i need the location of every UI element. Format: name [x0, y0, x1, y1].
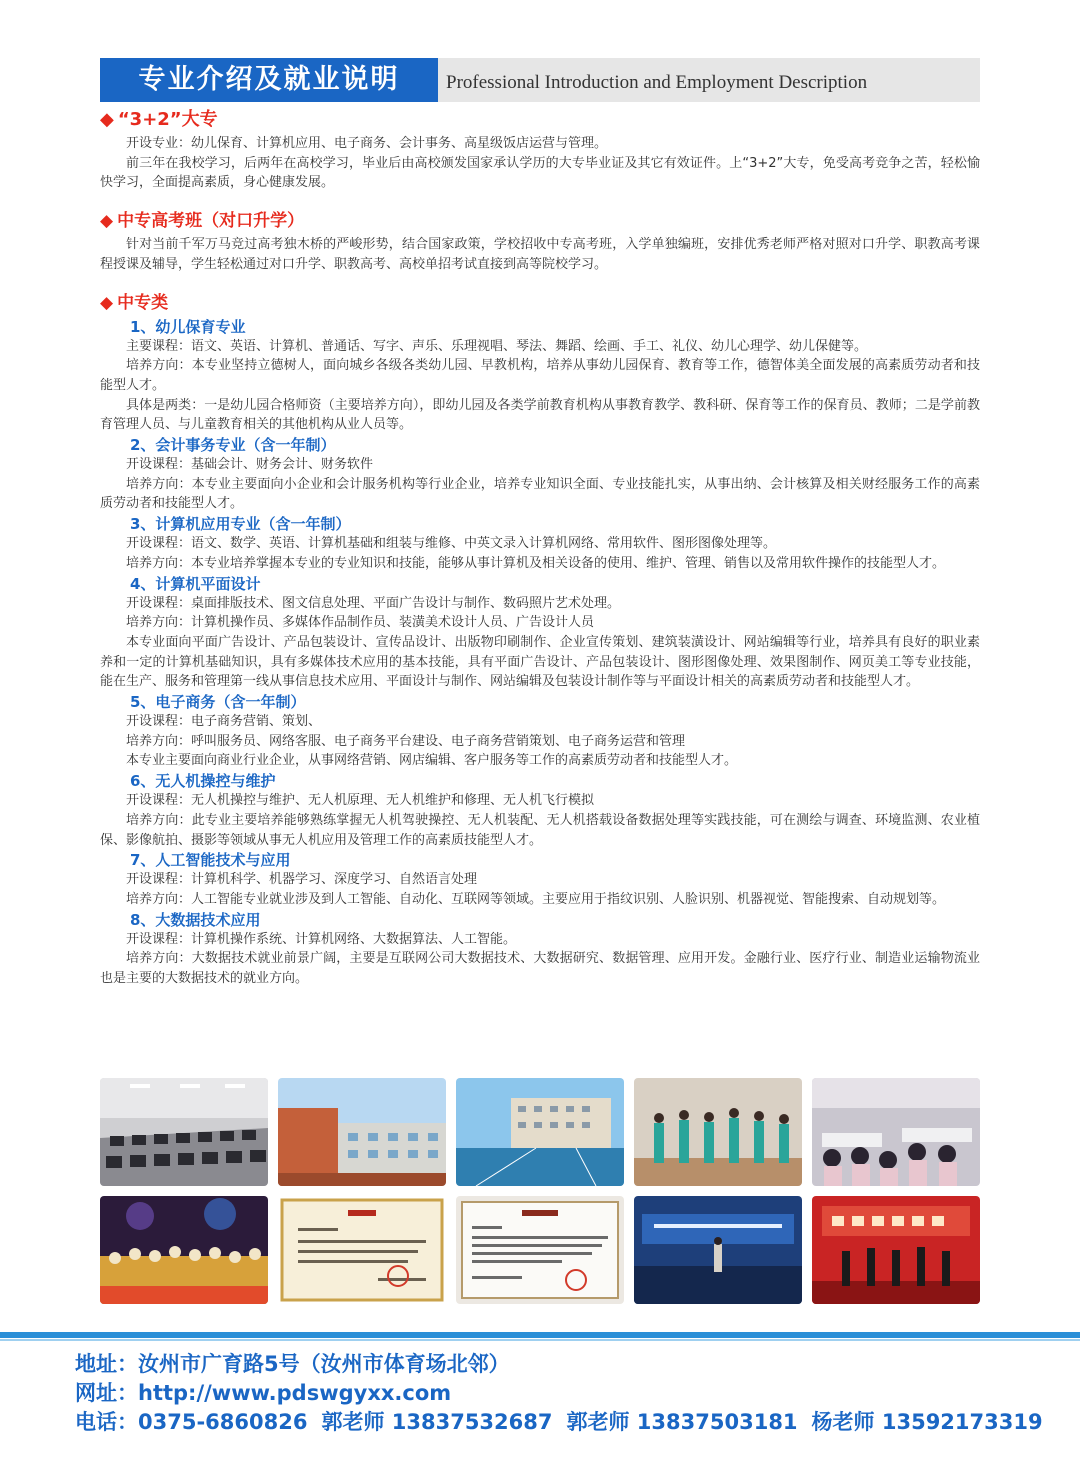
- contact-yang[interactable]: 杨老师 13592173319: [811, 1410, 1043, 1434]
- address-line: 地址：汝州市广育路5号（汝州市体育场北邻）: [75, 1352, 510, 1376]
- photo-honor-certificate: [278, 1196, 446, 1304]
- phone-main[interactable]: 电话：0375-6860826: [75, 1410, 308, 1434]
- photo-school-building-red: [278, 1078, 446, 1186]
- section-title-secondary: ◆ 中专类: [100, 292, 169, 313]
- major-paragraph: 培养方向：此专业主要培养能够熟练掌握无人机驾驶操控、无人机装配、无人机搭载设备数据处理等实践技能，可在测绘与调查、环境监测、农业植保、影像航拍、摄影等领域从事无人机应用及管理工作的高素质技能型人才。: [100, 812, 980, 848]
- section-paragraph: 前三年在我校学习，后两年在高校学习，毕业后由高校颁发国家承认学历的大专毕业证及其它有效证件。上“3+2”大专，免受高考竞争之苦，轻松愉快学习，全面提高素质，身心健康发展。: [100, 155, 980, 191]
- page-header: [100, 58, 980, 102]
- photo-dance-class: [634, 1078, 802, 1186]
- major-paragraph: 本专业主要面向商业行业企业，从事网络营销、网店编辑、客户服务等工作的高素质劳动者和技能型人才。: [126, 753, 738, 769]
- major-paragraph: 开设课程：电子商务营销、策划、: [126, 714, 322, 730]
- diamond-icon: ◆: [100, 211, 114, 232]
- major-paragraph: 开设课程：无人机操控与维护、无人机原理、无人机维护和修理、无人机飞行模拟: [126, 793, 595, 809]
- contact-guo-2[interactable]: 郭老师 13837503181: [566, 1410, 798, 1434]
- photo-stage-performance: [100, 1196, 268, 1304]
- major-paragraph: 培养方向：计算机操作员、多媒体作品制作员、装潢美术设计人员、广告设计人员: [126, 615, 595, 631]
- section-paragraph: 针对当前千军万马竞过高考独木桥的严峻形势，结合国家政策，学校招收中专高考班，入学单独编班，安排优秀老师严格对照对口升学、职教高考课程授课及辅导，学生轻松通过对口升学、职教高考、高校单招考试直接到高等院校学习。: [100, 237, 980, 272]
- footer-divider-light: [0, 1339, 1080, 1341]
- photo-computer-lab: [100, 1078, 268, 1186]
- phone-line: [75, 1408, 1055, 1437]
- major-title-ecommerce: 5、电子商务（含一年制）: [130, 693, 306, 712]
- photo-campus-court: [456, 1078, 624, 1186]
- contact-guo-1[interactable]: 郭老师 13837532687: [321, 1410, 553, 1434]
- major-title-ai: 7、人工智能技术与应用: [130, 851, 291, 870]
- section-paragraph: 开设专业：幼儿保育、计算机应用、电子商务、会计事务、高星级饭店运营与管理。: [126, 136, 608, 151]
- major-title-big-data: 8、大数据技术应用: [130, 910, 261, 929]
- photo-classroom: [812, 1078, 980, 1186]
- page-title-english: Professional Introduction and Employment Description: [446, 72, 868, 93]
- website-line[interactable]: 网址：http://www.pdswgyxx.com: [75, 1381, 452, 1405]
- major-paragraph: 培养方向：本专业主要面向小企业和会计服务机构等行业企业，培养专业知识全面、专业技能扎实，从事出纳、会计核算及相关财经服务工作的高素质劳动者和技能型人才。: [100, 476, 980, 512]
- major-paragraph: 本专业面向平面广告设计、产品包装设计、宣传品设计、出版物印刷制作、企业宣传策划、建筑装潢设计、网站编辑等行业，培养具有良好的职业素养和一定的计算机基础知识，具有多媒体技术应用的基本技能，具有平面广告设计、产品包装设计、图形图像处理、效果图制作、网页美工等专业技能，能在生产、服务和管理第一线从事信息技术应用、平面设计与制作、网站编辑及包装设计制作等与平面设计相关的高素质劳动者和技能型人才。: [100, 634, 980, 690]
- major-paragraph: 主要课程：语文、英语、计算机、普通话、写字、声乐、乐理视唱、琴法、舞蹈、绘画、手工、礼仪、幼儿心理学、幼儿保健等。: [126, 338, 868, 354]
- page-title: 专业介绍及就业说明: [100, 58, 438, 102]
- major-paragraph: 培养方向：呼叫服务员、网络客服、电子商务平台建设、电子商务营销策划、电子商务运营和管理: [126, 733, 686, 749]
- major-paragraph: 开设课程：基础会计、财务会计、财务软件: [126, 457, 374, 473]
- major-paragraph: 培养方向：人工智能专业就业涉及到人工智能、自动化、互联网等领域。主要应用于指纹识别、人脸识别、机器视觉、智能搜索、自动规划等。: [126, 891, 946, 907]
- footer-divider: [0, 1332, 1080, 1338]
- major-title-childcare: 1、幼儿保育专业: [130, 317, 246, 336]
- contact-footer: [75, 1350, 1055, 1437]
- diamond-icon: ◆: [100, 292, 114, 313]
- photo-award-certificate: [456, 1196, 624, 1304]
- major-paragraph: 开设课程：计算机科学、机器学习、深度学习、自然语言处理: [126, 872, 478, 888]
- major-title-accounting: 2、会计事务专业（含一年制）: [130, 436, 336, 455]
- major-title-graphic-design: 4、计算机平面设计: [130, 574, 261, 593]
- major-title-computer: 3、计算机应用专业（含一年制）: [130, 515, 351, 534]
- diamond-icon: ◆: [100, 109, 114, 130]
- major-paragraph: 培养方向：本专业培养掌握本专业的专业知识和技能，能够从事计算机及相关设备的使用、维护、管理、销售以及常用软件操作的技能型人才。: [126, 555, 946, 571]
- section-title-3plus2: ◆ “3+2”大专: [100, 109, 218, 130]
- major-paragraph: 培养方向：大数据技术就业前景广阔，主要是互联网公司大数据技术、大数据研究、数据管理、应用开发。金融行业、医疗行业、制造业运输物流业也是主要的大数据技术的就业方向。: [100, 951, 980, 987]
- major-paragraph: 开设课程：语文、数学、英语、计算机基础和组装与维修、中英文录入计算机网络、常用软件、图形图像处理等。: [126, 536, 777, 552]
- main-content: [100, 106, 980, 989]
- major-paragraph: 开设课程：计算机操作系统、计算机网络、大数据算法、人工智能。: [126, 931, 517, 947]
- major-title-drone: 6、无人机操控与维护: [130, 772, 276, 791]
- major-paragraph: 培养方向：本专业坚持立德树人，面向城乡各级各类幼儿园、早教机构，培养从事幼儿园保育、教育等工作，德智体美全面发展的高素质劳动者和技能型人才。: [100, 358, 980, 393]
- photo-red-stage-dance: [812, 1196, 980, 1304]
- section-title-exam-class: ◆ 中专高考班（对口升学）: [100, 211, 305, 232]
- major-paragraph: 具体是两类：一是幼儿园合格师资（主要培养方向），即幼儿园及各类学前教育机构从事教育教学、教科研、保育等工作的保育员、教师；二是学前教育管理人员、与儿童教育相关的其他机构从业人员等。: [100, 397, 980, 433]
- photo-speech-stage: [634, 1196, 802, 1304]
- major-paragraph: 开设课程：桌面排版技术、图文信息处理、平面广告设计与制作、数码照片艺术处理。: [126, 595, 621, 611]
